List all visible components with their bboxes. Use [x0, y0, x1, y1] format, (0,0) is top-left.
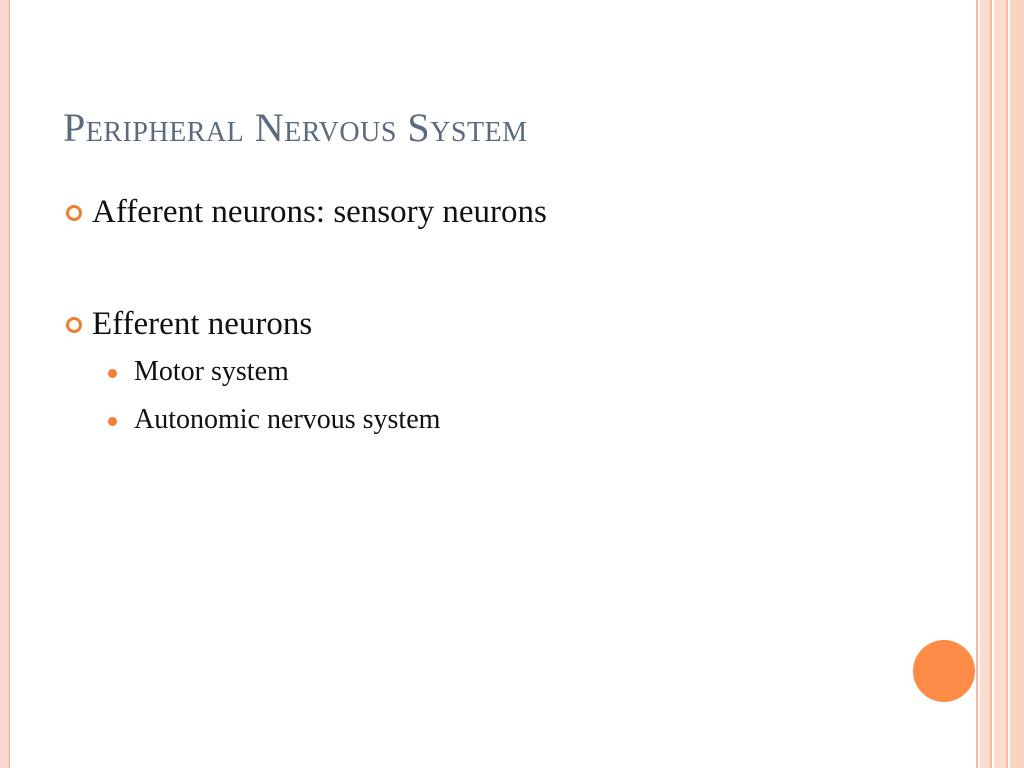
stripe — [976, 0, 978, 768]
sub-bullet-item — [64, 348, 924, 396]
dot-bullet-icon — [108, 417, 117, 426]
bullet-item — [64, 188, 924, 236]
ring-bullet-icon — [66, 205, 82, 221]
slide-content — [64, 188, 924, 444]
stripe — [980, 0, 990, 768]
sub-bullet-text: Motor system — [134, 356, 289, 387]
spacer — [64, 236, 924, 300]
slide-title: Peripheral Nervous System — [63, 105, 528, 150]
dot-bullet-icon — [108, 369, 117, 378]
stripe — [990, 0, 992, 768]
bullet-text: Afferent neurons: sensory neurons — [92, 194, 547, 230]
left-border-decoration — [0, 0, 10, 768]
bullet-text: Efferent neurons — [92, 306, 313, 342]
sub-bullet-item — [64, 396, 924, 444]
stripe — [994, 0, 1006, 768]
ring-bullet-icon — [66, 317, 82, 333]
sub-bullet-text: Autonomic nervous system — [134, 404, 441, 435]
stripe — [1006, 0, 1008, 768]
bullet-item — [64, 300, 924, 348]
right-stripes-decoration — [976, 0, 1024, 768]
stripe — [1010, 0, 1024, 768]
decorative-circle — [913, 640, 975, 702]
